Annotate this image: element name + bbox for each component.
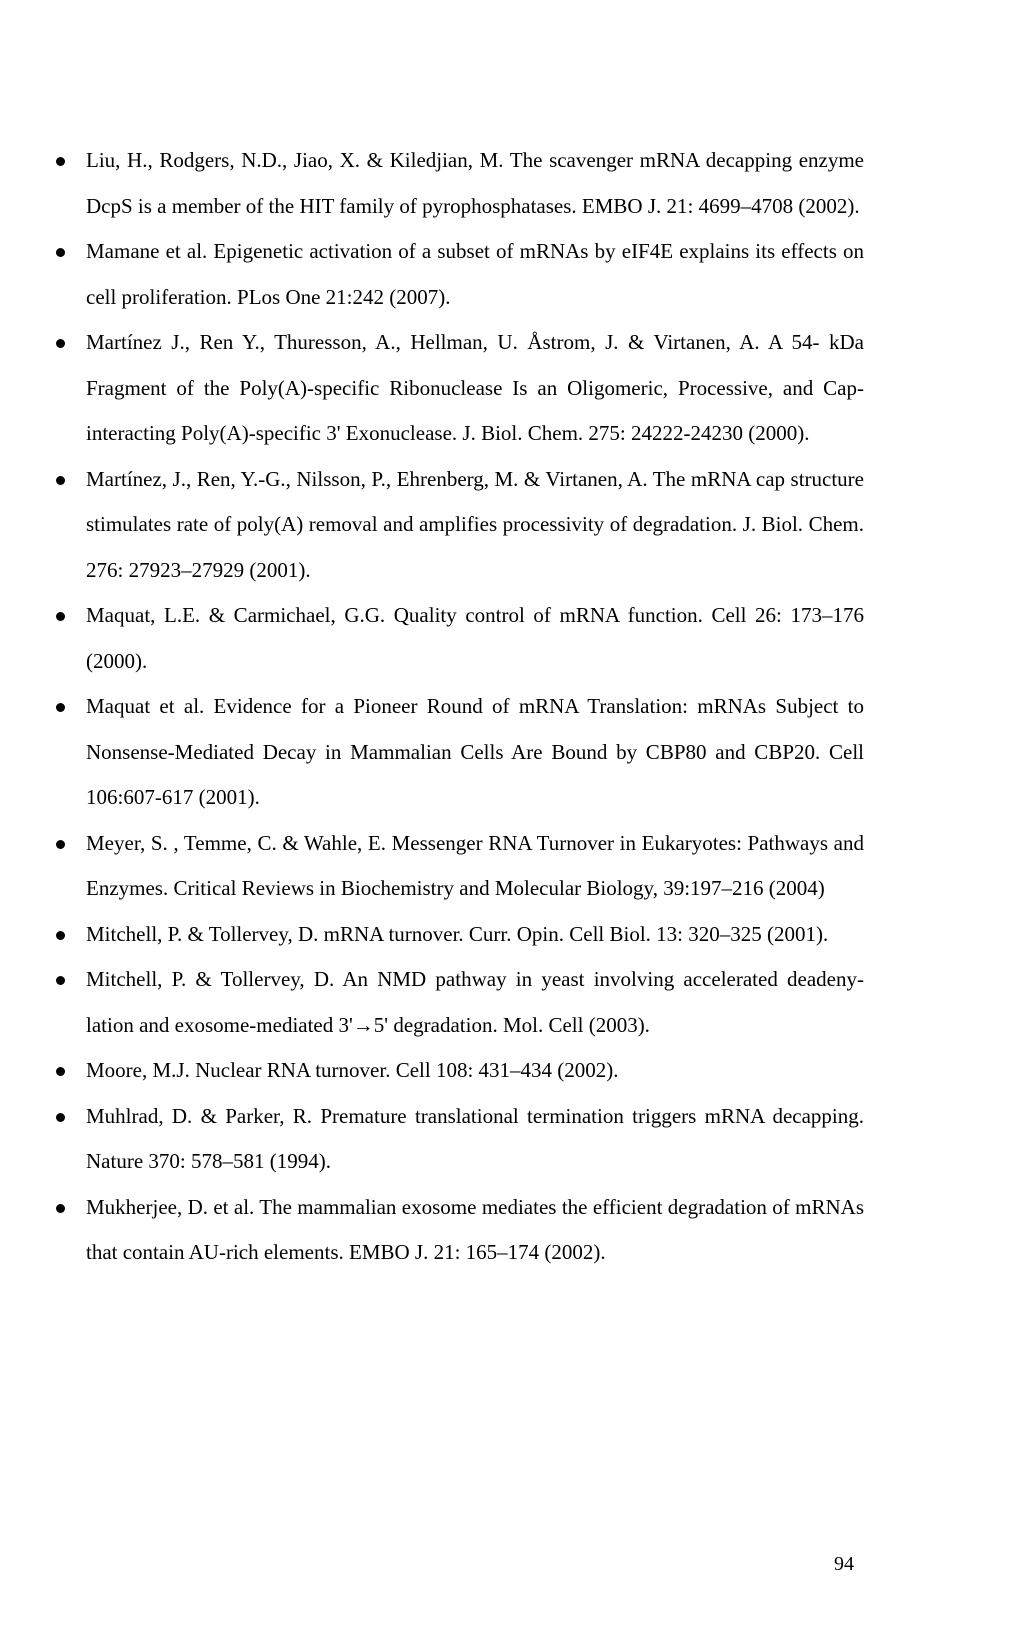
reference-item: [0, 957, 1024, 1048]
reference-text: Mamane et al. Epigenetic activation of a subset of mRNAs by eIF4E explains its effects on cell proliferation. PLos One 21:242 (2007).: [86, 239, 864, 309]
reference-item: [0, 1094, 1024, 1185]
reference-item: [0, 1048, 1024, 1094]
bullet-icon: [56, 612, 65, 621]
reference-text: Maquat et al. Evidence for a Pioneer Round of mRNA Translation: mRNAs Subject to Nonsense-Mediated Decay in Mammalian Cells Are Bound by CBP80 and CBP20. Cell 106:607-617 (2001).: [86, 694, 864, 809]
bullet-icon: [56, 248, 65, 257]
reference-item: [0, 138, 1024, 229]
bullet-icon: [56, 703, 65, 712]
reference-text: Muhlrad, D. & Parker, R. Premature translational termination triggers mRNA decapping. Nature 370: 578–581 (1994).: [86, 1103, 864, 1173]
reference-text: Martínez J., Ren Y., Thuresson, A., Hellman, U. Åstrom, J. & Virtanen, A. A 54- kDa Fragment of the Poly(A)-specific Ribonuclease Is an Oligomeric, Processive, and Cap-interacting Poly(A)-specific 3' Exonuclease. J. Biol. Chem. 275: 24222-24230 (2000).: [86, 330, 864, 445]
reference-item: [0, 229, 1024, 320]
bullet-icon: [56, 476, 65, 485]
reference-item: [0, 593, 1024, 684]
bullet-icon: [56, 1204, 65, 1213]
reference-item: [0, 821, 1024, 912]
reference-text: Mitchell, P. & Tollervey, D. An NMD pathway in yeast involving accelerated deadeny-lation and exosome-mediated 3'→5' degradation. Mol. Cell (2003).: [86, 967, 864, 1037]
reference-text: Moore, M.J. Nuclear RNA turnover. Cell 108: 431–434 (2002).: [86, 1058, 619, 1082]
reference-text: Mukherjee, D. et al. The mammalian exosome mediates the efficient degradation of mRNAs that contain AU-rich elements. EMBO J. 21: 165–174 (2002).: [86, 1194, 864, 1264]
reference-text: Maquat, L.E. & Carmichael, G.G. Quality control of mRNA function. Cell 26: 173–176 (2000).: [86, 603, 864, 673]
reference-text: Meyer, S. , Temme, C. & Wahle, E. Messenger RNA Turnover in Eukaryotes: Pathways and Enzymes. Critical Reviews in Biochemistry and Molecular Biology, 39:197–216 (2004): [86, 830, 864, 900]
bullet-icon: [56, 1067, 65, 1076]
page-number: 94: [834, 1553, 854, 1575]
bullet-icon: [56, 840, 65, 849]
reference-item: [0, 457, 1024, 594]
reference-item: [0, 1185, 1024, 1276]
reference-text: Martínez, J., Ren, Y.-G., Nilsson, P., Ehrenberg, M. & Virtanen, A. The mRNA cap structure stimulates rate of poly(A) removal and amplifies processivity of degradation. J. Biol. Chem. 276: 27923–27929 (2001).: [86, 466, 864, 582]
reference-text: Liu, H., Rodgers, N.D., Jiao, X. & Kiledjian, M. The scavenger mRNA decapping enzyme DcpS is a member of the HIT family of pyrophosphatases. EMBO J. 21: 4699–4708 (2002).: [86, 148, 864, 218]
reference-item: [0, 912, 1024, 958]
bullet-icon: [56, 931, 65, 940]
reference-item: [0, 684, 1024, 821]
bullet-icon: [56, 976, 65, 985]
reference-list: [0, 138, 1024, 1276]
bullet-icon: [56, 339, 65, 348]
reference-text: Mitchell, P. & Tollervey, D. mRNA turnover. Curr. Opin. Cell Biol. 13: 320–325 (2001).: [86, 921, 829, 946]
bullet-icon: [56, 157, 65, 166]
bullet-icon: [56, 1113, 65, 1122]
reference-item: [0, 320, 1024, 457]
